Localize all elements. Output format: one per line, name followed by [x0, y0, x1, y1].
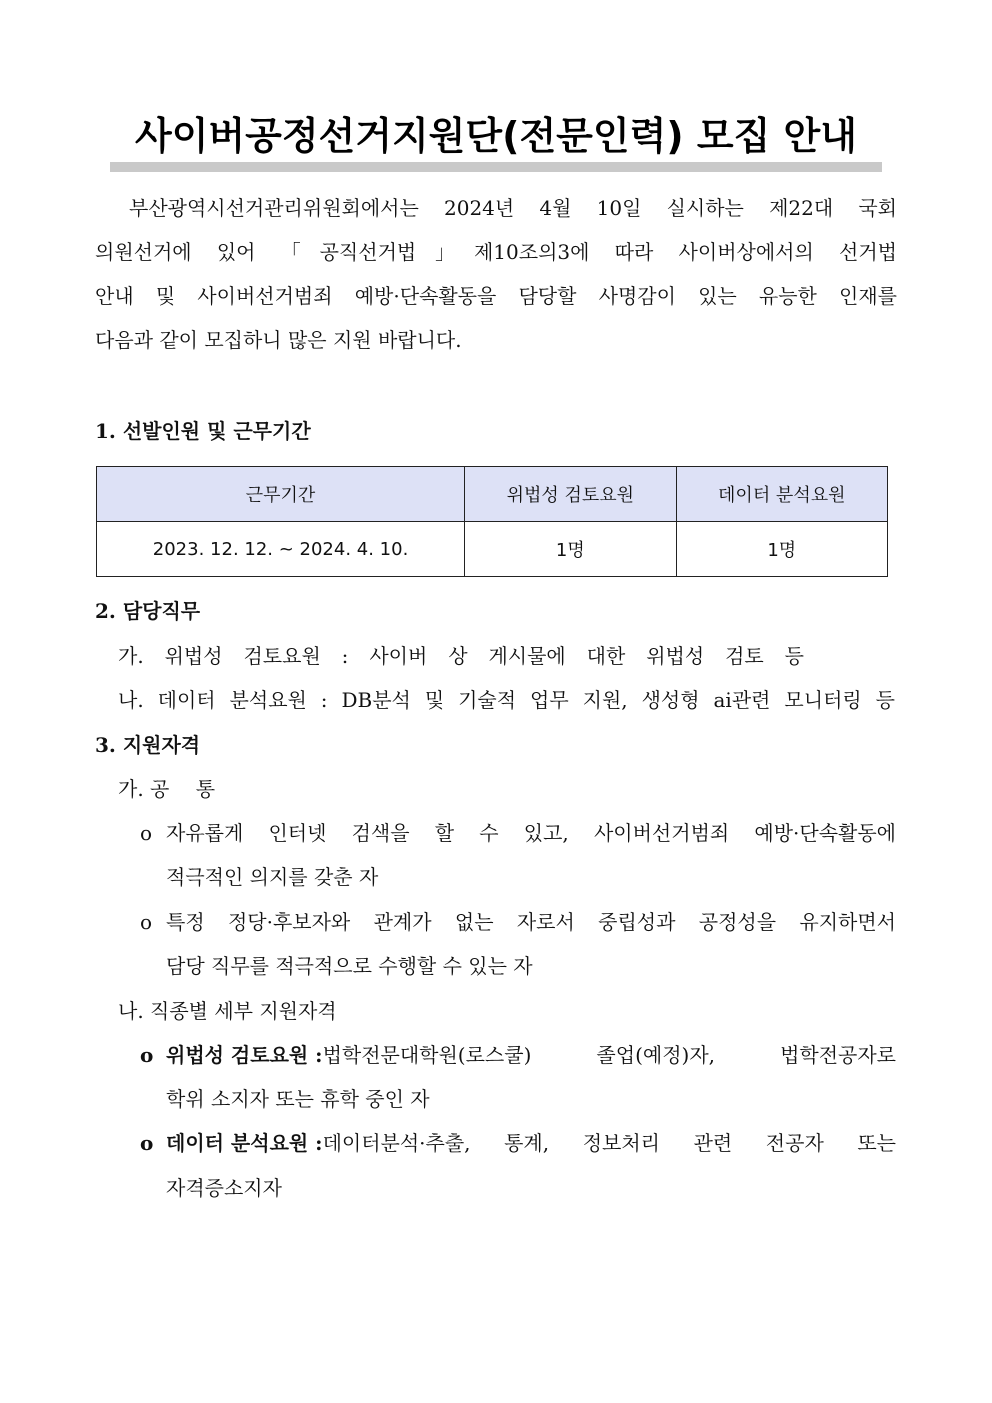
bullet-marker: o: [140, 1131, 154, 1155]
section1-heading: 1. 선발인원 및 근무기간: [95, 419, 311, 443]
intro-line: 부산광역시선거관리위원회에서는 2024년 4월 10일 실시하는 제22대 국회: [129, 196, 897, 220]
detail-line: 학위 소지자 또는 휴학 중인 자: [166, 1087, 430, 1111]
table-header-cell: 데이터 분석요원: [676, 467, 887, 522]
detail-role-text: 데이터분석·추출, 통계, 정보처리 관련 전공자 또는: [322, 1131, 896, 1155]
detail-role-text: 법학전문대학원(로스쿨) 졸업(예정)자, 법학전공자로: [322, 1043, 896, 1067]
qualification-line: 적극적인 의지를 갖춘 자: [166, 865, 379, 889]
table-cell-count: 1명: [676, 522, 887, 577]
table-row: [97, 522, 888, 577]
qualification-line: 담당 직무를 적극적으로 수행할 수 있는 자: [166, 954, 533, 978]
duty-item: 나. 데이터 분석요원 : DB분석 및 기술적 업무 지원, 생성형 ai관련 모니터링 등: [118, 688, 895, 712]
page-title: 사이버공정선거지원단(전문인력) 모집 안내: [135, 114, 857, 158]
table-header-cell: 위법성 검토요원: [465, 467, 676, 522]
table-cell-count: 1명: [465, 522, 676, 577]
detail-role-label: 위법성 검토요원 :: [166, 1043, 323, 1067]
detail-line: 자격증소지자: [166, 1176, 282, 1200]
detail-line: [166, 1033, 896, 1077]
detail-label: 나. 직종별 세부 지원자격: [118, 999, 337, 1023]
intro-line: 안내 및 사이버선거범죄 예방·단속활동을 담당할 사명감이 있는 유능한 인재를: [95, 284, 897, 308]
section2-heading: 2. 담당직무: [95, 599, 201, 623]
detail-line: [166, 1121, 896, 1165]
detail-role-label: 데이터 분석요원 :: [166, 1131, 323, 1155]
title-block: [110, 110, 882, 176]
bullet-marker: o: [140, 1043, 154, 1067]
common-label: 가. 공 통: [118, 777, 216, 801]
bullet-marker: o: [140, 910, 153, 934]
intro-line: 다음과 같이 모집하니 많은 지원 바랍니다.: [95, 328, 462, 352]
table-header-cell: 근무기간: [97, 467, 465, 522]
qualification-line: 특정 정당·후보자와 관계가 없는 자로서 중립성과 공정성을 유지하면서: [166, 910, 896, 934]
intro-line: 의원선거에 있어 「공직선거법」제10조의3에 따라 사이버상에서의 선거법: [95, 240, 897, 264]
section3-heading: 3. 지원자격: [95, 733, 201, 757]
recruitment-table: [96, 466, 888, 577]
bullet-marker: o: [140, 821, 153, 845]
table-header-row: [97, 467, 888, 522]
table-cell-period: 2023. 12. 12. ~ 2024. 4. 10.: [97, 522, 465, 577]
intro-paragraph: [95, 186, 897, 362]
title-underline: [110, 162, 882, 172]
duty-item: 가. 위법성 검토요원 : 사이버 상 게시물에 대한 위법성 검토 등: [118, 644, 804, 668]
qualification-line: 자유롭게 인터넷 검색을 할 수 있고, 사이버선거범죄 예방·단속활동에: [166, 821, 896, 845]
